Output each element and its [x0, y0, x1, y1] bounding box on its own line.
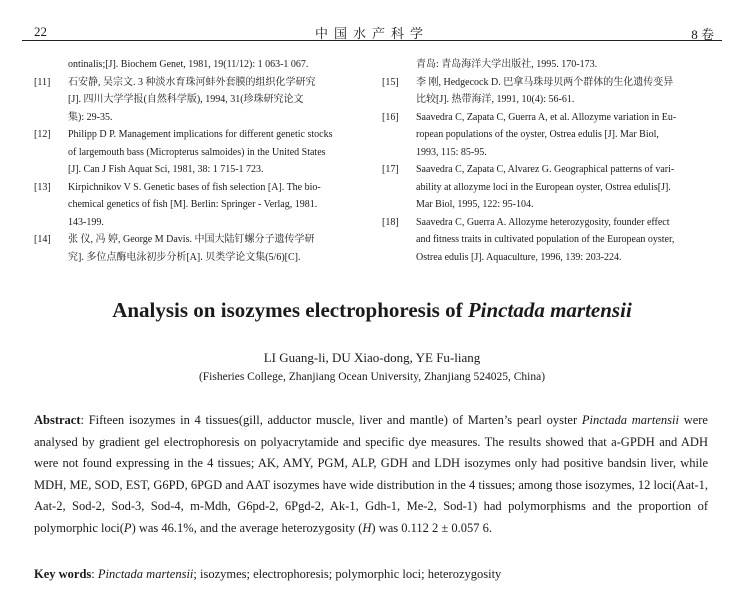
reference-line [34, 214, 364, 232]
reference-line [34, 91, 364, 109]
reference-number: [17] [382, 164, 399, 175]
abstract-text-2: were analysed by gradient gel electrophoresis on polyacrytamide and specific dye measures. The results showed that a-GPDH and ADH were not found expressing in the 4 tissues; AK, AMY, PGM, ALP, GDH and LDH isozymes only had positive bandsin liver, while MDH, ME, SOD, EST, G6PD, 6PGD and AAT isozymes have wide distribution in the 4 tissues; among those isozymes, 12 loci(Aat-1, Aat-2, Sod-2, Sod-3, Sod-4, m-Mdh, G6pd-2, 6Pgd-2, Ak-1, Gdh-1, Me-2, Sod-1) had polymorphisms and the proportion of polymorphic loci( [34, 413, 708, 535]
keywords-sep: : [91, 567, 98, 581]
reference-line [382, 56, 712, 74]
title-species: Pinctada martensii [467, 298, 632, 322]
keywords-rest: ; isozymes; electrophoresis; polymorphic loci; heterozygosity [193, 567, 502, 581]
reference-text: [J]. 四川大学学报(自然科学版), 1994, 31(珍珠研究论文 [68, 94, 304, 105]
reference-text: 1993, 115: 85-95. [416, 146, 487, 158]
reference-text: 石安静, 吴宗文. 3 种淡水育珠河蚌外套膜的组织化学研究 [68, 76, 316, 88]
reference-number [34, 214, 68, 232]
abstract [34, 410, 708, 539]
reference-text: Saavedra C, Guerra A. Allozyme heterozygosity, founder effect [416, 216, 670, 228]
reference-number: [15] [382, 76, 399, 88]
reference-line [34, 161, 364, 179]
reference-text: 比较[J]. 热带海洋, 1991, 10(4): 56-61. [416, 94, 575, 105]
abstract-label: Abstract [34, 413, 81, 427]
keywords [34, 564, 708, 584]
reference-text: 李 刚, Hedgecock D. 巴拿马珠母贝两个群体的生化遗传变异 [416, 76, 674, 88]
page-number: 22 [34, 24, 47, 39]
reference-text: 究]. 多位点酶电泳初步分析[A]. 贝类学论文集(5/6)[C]. [68, 251, 301, 263]
reference-number: [14] [34, 234, 51, 245]
abstract-text-1: : Fifteen isozymes in 4 tissues(gill, adductor muscle, liver and mantle) of Marten’s pearl oyster [80, 413, 582, 427]
abstract-h-symbol: H [362, 520, 372, 535]
reference-text: ability at allozyme loci in the European oyster, Ostrea edulis[J]. [416, 181, 671, 193]
reference-text: 143-199. [68, 216, 104, 228]
reference-number [382, 144, 416, 162]
reference-line [382, 109, 712, 127]
reference-line [382, 91, 712, 109]
reference-number: [11] [34, 76, 51, 88]
abstract-text-3: ) was 46.1%, and the average heterozygosity ( [131, 520, 363, 535]
reference-text: 张 仪, 冯 婷, George M Davis. 中国大陆钉螺分子遗传学研 [68, 234, 315, 245]
reference-line [34, 126, 364, 144]
reference-text: 集): 29-35. [68, 111, 113, 123]
reference-line [34, 74, 364, 92]
reference-text: Saavedra C, Zapata C, Guerra A, et al. Allozyme variation in Eu- [416, 111, 677, 123]
reference-text: ontinalis;[J]. Biochem Genet, 1981, 19(11/12): 1 063-1 067. [68, 59, 309, 70]
abstract-p-symbol: P [123, 520, 132, 535]
keywords-species: Pinctada martensii [97, 567, 194, 581]
abstract-text-4: ) was 0.112 2 ± 0.057 6. [371, 520, 493, 535]
title-main: Analysis on isozymes electrophoresis of [112, 298, 468, 322]
paper-title [0, 298, 744, 323]
reference-text: Kirpichnikov V S. Genetic bases of fish selection [A]. The bio- [68, 181, 321, 193]
reference-line [382, 249, 712, 267]
reference-text: Ostrea edulis [J]. Aquaculture, 1996, 139: 203-224. [416, 251, 622, 263]
abstract-species: Pinctada martensii [581, 413, 679, 427]
reference-number [382, 231, 416, 249]
reference-number: [13] [34, 181, 51, 193]
reference-number [34, 196, 68, 214]
reference-line [34, 179, 364, 197]
reference-line [34, 144, 364, 162]
reference-line [382, 144, 712, 162]
reference-line [382, 179, 712, 197]
reference-number [382, 196, 416, 214]
volume-label: 8 卷 [691, 27, 714, 42]
reference-number [382, 179, 416, 197]
reference-number [34, 91, 68, 109]
reference-text: ropean populations of the oyster, Ostrea edulis [J]. Mar Biol, [416, 129, 659, 140]
reference-number [34, 249, 68, 267]
reference-line [34, 231, 364, 249]
reference-line [34, 109, 364, 127]
reference-text: Mar Biol, 1995, 122: 95-104. [416, 199, 534, 210]
reference-number [34, 161, 68, 179]
affiliation: (Fisheries College, Zhanjiang Ocean University, Zhanjiang 524025, China) [198, 371, 546, 383]
reference-text: Philipp D P. Management implications for different genetic stocks [68, 129, 333, 140]
reference-line [382, 214, 712, 232]
keywords-label: Key words [34, 567, 92, 581]
reference-line [382, 161, 712, 179]
reference-number [382, 249, 416, 267]
reference-line [34, 249, 364, 267]
references-left-column [34, 56, 364, 266]
reference-text: 青岛: 青岛海洋大学出版社, 1995. 170-173. [416, 59, 598, 70]
reference-line [34, 196, 364, 214]
reference-number [34, 109, 68, 127]
reference-text: Saavedra C, Zapata C, Alvarez G. Geographical patterns of vari- [416, 164, 675, 175]
reference-line [382, 126, 712, 144]
reference-number [382, 126, 416, 144]
reference-number [382, 56, 416, 74]
reference-text: of largemouth bass (Micropterus salmoides) in the United States [68, 146, 326, 158]
reference-text: chemical genetics of fish [M]. Berlin: Springer - Verlag, 1981. [68, 199, 318, 210]
reference-number: [16] [382, 111, 399, 123]
reference-line [34, 56, 364, 74]
authors: LI Guang-li, DU Xiao-dong, YE Fu-liang [263, 350, 481, 365]
references-right-column [382, 56, 712, 266]
reference-line [382, 196, 712, 214]
reference-number: [18] [382, 216, 399, 228]
page-header [22, 20, 722, 41]
reference-number [34, 144, 68, 162]
reference-number [382, 91, 416, 109]
reference-number [34, 56, 68, 74]
journal-title: 中国水产科学 [314, 26, 429, 41]
reference-line [382, 231, 712, 249]
reference-number: [12] [34, 129, 51, 140]
reference-text: [J]. Can J Fish Aquat Sci, 1981, 38: 1 715-1 723. [68, 164, 264, 175]
reference-text: and fitness traits in cultivated population of the European oyster, [416, 234, 675, 245]
reference-line [382, 74, 712, 92]
